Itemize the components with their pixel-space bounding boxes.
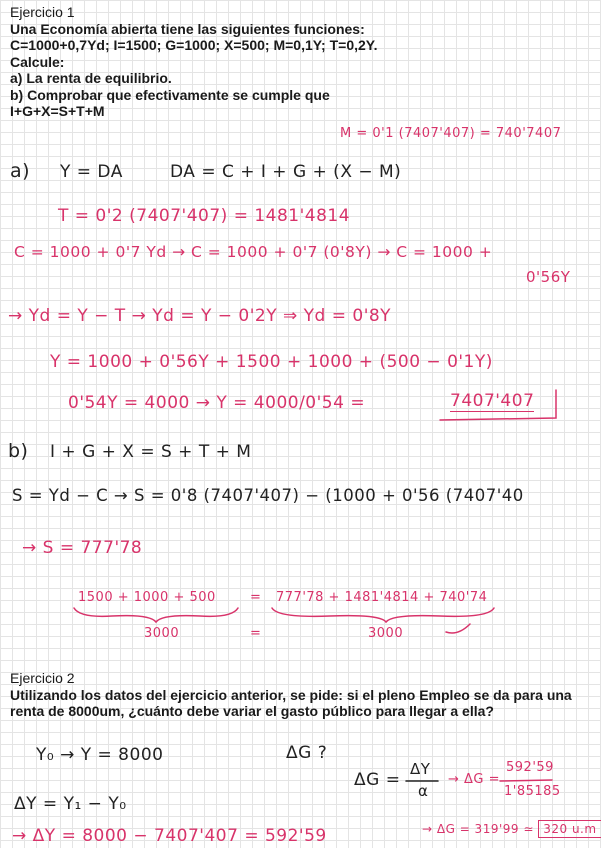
check-mark xyxy=(446,624,470,633)
exercise-2-text-1: Utilizando los datos del ejercicio anterior, se pide: si el pleno Empleo se da para una xyxy=(10,686,572,703)
right-sum: 777'78 + 1481'4814 + 740'74 xyxy=(276,590,488,605)
exercise-1-functions: C=1000+0,7Yd; I=1500; G=1000; X=500; M=0,1Y; T=0,2Y. xyxy=(10,37,378,53)
left-sum: 1500 + 1000 + 500 xyxy=(78,590,216,605)
part-b-label: b) xyxy=(8,440,29,462)
exercise-1-text: Una Economía abierta tiene las siguientes funciones: xyxy=(10,20,365,37)
dg-result-boxed: 320 u.m xyxy=(538,820,601,838)
yd-calculation: → Yd = Y − T → Yd = Y − 0'2Y ⇒ Yd = 0'8Y xyxy=(8,306,392,326)
y-equation: Y = 1000 + 0'56Y + 1500 + 1000 + (500 − 0'1Y) xyxy=(50,352,493,372)
dg-result-text: → ΔG = 319'99 ≃ xyxy=(422,822,534,836)
m-value-note: M = 0'1 (7407'407) = 740'7407 xyxy=(340,126,562,141)
exercise-1-title: Ejercicio 1 xyxy=(10,4,75,20)
exercise-1-item-b: b) Comprobar que efectivamente se cumple que xyxy=(10,86,330,103)
exercise-2-text-2: renta de 8000um, ¿cuánto debe variar el gasto público para llegar a ella? xyxy=(10,703,494,719)
exercise-1-statement xyxy=(10,4,595,120)
sum-equals: = xyxy=(250,590,262,605)
dg-formula-numerator: ΔY xyxy=(410,760,431,778)
exercise-1-identity: I+G+X=S+T+M xyxy=(10,103,105,119)
right-total: 3000 xyxy=(368,626,404,641)
dy-definition: ΔY = Y₁ − Y₀ xyxy=(14,794,127,814)
dg-fraction-denominator: 1'85185 xyxy=(504,784,561,799)
exercise-2-title: Ejercicio 2 xyxy=(10,670,75,686)
dy-calculation: → ΔY = 8000 − 7407'407 = 592'59 xyxy=(12,826,327,846)
dg-formula-lhs: ΔG = xyxy=(354,770,401,790)
left-total: 3000 xyxy=(144,626,180,641)
dg-question: ΔG ? xyxy=(286,743,328,763)
t-calculation: T = 0'2 (7407'407) = 1481'4814 xyxy=(58,206,351,226)
dg-fraction-numerator: 592'59 xyxy=(506,760,554,775)
s-calculation-text: S = Yd − C → S = 0'8 (7407'407) − (1000 + 0'56 (7407'40 xyxy=(12,486,524,505)
part-a-eq2: DA = C + I + G + (X − M) xyxy=(170,162,402,182)
dg-arrow: → ΔG = xyxy=(448,772,501,787)
part-b-identity: I + G + X = S + T + M xyxy=(50,442,252,462)
s-calculation xyxy=(12,486,601,505)
part-a-label: a) xyxy=(10,160,31,182)
exercise-1-calculate: Calcule: xyxy=(10,53,65,70)
dg-formula-denominator: α xyxy=(418,782,429,800)
c-calculation: C = 1000 + 0'7 Yd → C = 1000 + 0'7 (0'8Y) → C = 1000 + xyxy=(14,243,493,261)
y-solve: 0'54Y = 4000 → Y = 4000/0'54 = xyxy=(68,393,366,413)
right-sum-brace xyxy=(272,608,494,622)
y-equilibrium-result xyxy=(450,391,534,412)
dg-result xyxy=(422,822,601,836)
dg-fraction-bar xyxy=(500,780,552,781)
part-a-eq1: Y = DA xyxy=(60,162,123,182)
total-equals: = xyxy=(250,626,262,641)
c-calculation-cont: 0'56Y xyxy=(526,268,571,286)
y0-target: Y₀ → Y = 8000 xyxy=(36,745,164,765)
exercise-2-statement xyxy=(10,670,595,720)
left-sum-brace xyxy=(74,608,238,622)
s-result: → S = 777'78 xyxy=(22,538,143,558)
y-result-value: 7407'407 xyxy=(450,391,535,411)
exercise-1-item-a: a) La renta de equilibrio. xyxy=(10,70,172,86)
